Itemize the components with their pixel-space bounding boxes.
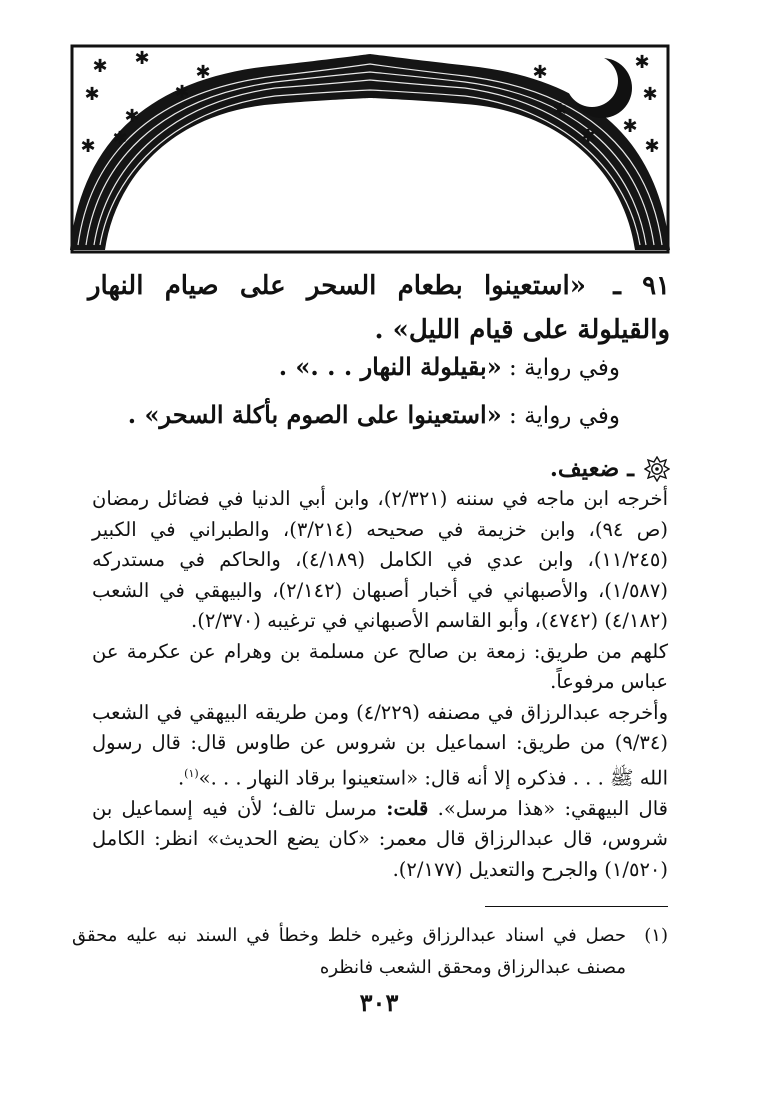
author-comment: مرسل تالف؛ لأن فيه إسماعيل بن شروس، قال عبدالرزاق قال معمر: «كان يضع الحديث» انظر: الكامل (١/٥٢٠) والجرح والتعديل (٢/١٧٧).	[92, 796, 668, 881]
hadith-heading	[88, 264, 670, 352]
takhrij-paragraph-3-end: .	[177, 766, 185, 789]
footnote-reference: (١)	[184, 766, 199, 780]
crescent-moon-stars-arch-icon	[70, 40, 670, 255]
svg-text:✱: ✱	[84, 84, 100, 105]
svg-text:✱: ✱	[124, 106, 140, 127]
svg-text:✱: ✱	[195, 62, 211, 83]
footnote-separator	[485, 906, 668, 907]
takhrij-paragraph-3	[92, 698, 668, 794]
hadith-number: ٩١ ـ	[613, 271, 670, 301]
svg-text:✱: ✱	[134, 48, 150, 69]
grade-label: ـ ضعيف.	[549, 455, 634, 482]
riwaya-prefix: وفي رواية :	[509, 355, 620, 381]
svg-text:✱: ✱	[174, 82, 190, 103]
svg-text:✱: ✱	[622, 116, 638, 137]
takhrij-paragraph-2: كلهم من طريق: زمعة بن صالح عن مسلمة بن وهرام عن عكرمة عن عباس مرفوعاً.	[92, 639, 668, 693]
svg-text:✱: ✱	[644, 136, 660, 157]
footnote	[72, 920, 668, 984]
hadith-text: «استعينوا بطعام السحر على صيام النهار والقيلولة على قيام الليل» .	[88, 271, 670, 345]
svg-text:✱: ✱	[92, 56, 108, 77]
svg-text:✱: ✱	[80, 136, 96, 157]
riwaya-text: «استعينوا على الصوم بأكلة السحر» .	[127, 400, 502, 429]
svg-text:✱: ✱	[580, 126, 596, 147]
takhrij-paragraph-1: أخرجه ابن ماجه في سننه (٢/٣٢١)، وابن أبي الدنيا في فضائل رمضان (ص ٩٤)، وابن خزيمة في صحيحه (٣/٢١٤)، والطبراني في الكبير (١١/٢٤٥)، وابن عدي في الكامل (٤/١٨٩)، والحاكم في مستدركه (١/٥٨٧)، والأصبهاني في أخبار أصبهان (٢/١٤٢)، والبيهقي في الشعب (٤/١٨٢) (٤٧٤٢)، وأبو القاسم الأصبهاني في ترغيبه (٢/٣٧٠).	[92, 487, 668, 632]
footnote-text: حصل في اسناد عبدالرزاق وغيره خلط وخطأ في السند نبه عليه محقق مصنف عبدالرزاق ومحقق الشعب فانظره	[72, 925, 626, 978]
flower-ornament-icon	[644, 456, 670, 482]
svg-text:✱: ✱	[532, 62, 548, 83]
svg-text:✱: ✱	[112, 128, 128, 149]
svg-text:✱: ✱	[642, 84, 658, 105]
svg-text:✱: ✱	[634, 52, 650, 73]
svg-text:✱: ✱	[552, 100, 568, 121]
footnote-marker: (١)	[644, 925, 668, 946]
riwaya-text: «بقيلولة النهار . . .» .	[278, 352, 502, 381]
riwaya-line-2	[128, 400, 620, 429]
page-number: ٣٠٣	[359, 988, 399, 1017]
takhrij-paragraph-3-text: وأخرجه عبدالرزاق في مصنفه (٤/٢٢٩) ومن طريقه البيهقي في الشعب (٩/٣٤) من طريق: اسماعيل بن شروس عن طاوس قال: قال رسول الله ﷺ . . . فذكره إلا أنه قال: «استعينوا برقاد النهار . . .»	[92, 700, 669, 789]
bayhaqi-quote: قال البيهقي: «هذا مرسل».	[428, 796, 668, 820]
riwaya-prefix: وفي رواية :	[509, 403, 620, 429]
takhrij-body	[92, 484, 668, 885]
qult-label: قلت:	[386, 796, 429, 820]
takhrij-paragraph-4	[92, 794, 668, 886]
riwaya-line-1	[279, 352, 620, 381]
